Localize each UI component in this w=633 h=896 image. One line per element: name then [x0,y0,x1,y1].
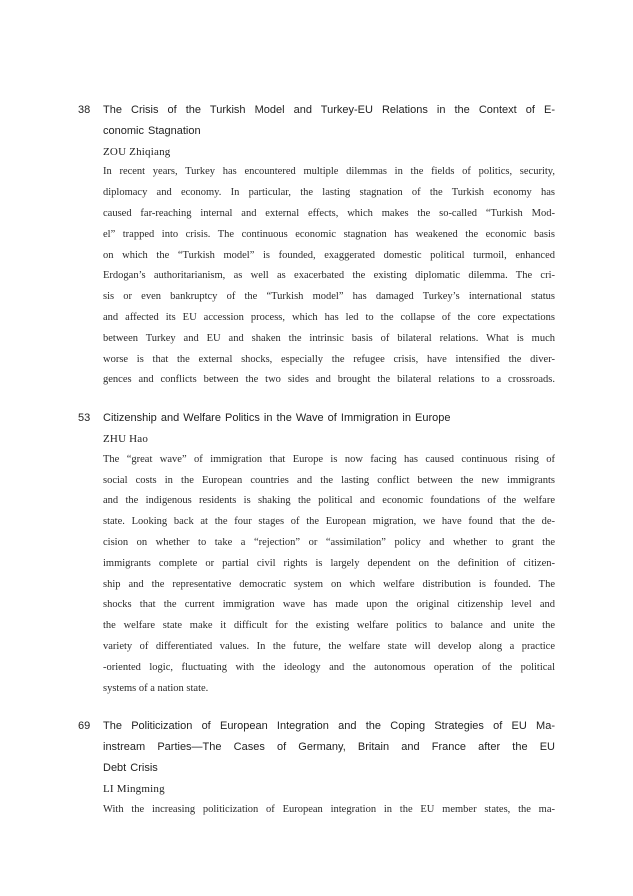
entry-page-number: 38 [78,104,91,116]
entry-page-number: 53 [78,412,91,425]
abstract-line: and the indigenous residents is shaking the political and economic foundations of the welfare [103,495,555,507]
abstract-line: The “great wave” of immigration that Europe is now facing has caused continuous rising of [103,453,555,465]
abstract-line: ship and the representative democratic system on which welfare distribution is founded. The [103,578,555,590]
title-line: The Politicization of European Integration and the Coping Strategies of EU Ma- [103,720,555,733]
abstract-line: Erdogan’s authoritarianism, as well as exacerbated the existing diplomatic dilemma. The cri- [103,270,555,282]
abstract-line: social costs in the European countries and the lasting conflict between the new immigrants [103,474,555,486]
entry-header [78,716,555,778]
entry-abstract [103,800,555,821]
entry-page-number: 69 [78,720,91,733]
abstract-line: state. Looking back at the four stages of the European migration, we have found that the de- [103,516,555,528]
entry-author: ZOU Zhiqiang [103,145,171,158]
entry-author: ZHU Hao [103,432,149,445]
abstract-line: and affected its EU accession process, which has led to the collapse of the core expectations [103,311,555,323]
abstract-line: on which the “Turkish model” is founded, exaggerated domestic political turmoil, enhanced [103,249,555,261]
toc-entry [78,716,555,820]
abstract-line: diplomacy and economy. In particular, the lasting stagnation of the Turkish economy has [103,187,555,199]
abstract-line: variety of differentiated values. In the future, the welfare state will develop along a practice [103,640,555,652]
title-line: Debt Crisis [103,761,158,774]
abstract-line: worse is that the external shocks, especially the refugee crisis, have intensified the diver- [103,353,555,365]
abstract-line: gences and conflicts between the two sides and brought the bilateral relations to a crossroads. [103,374,555,386]
entry-body [103,779,555,821]
entry-author: LI Mingming [103,782,165,795]
entry-abstract [103,162,555,391]
entry-abstract [103,450,555,700]
abstract-line: In recent years, Turkey has encountered multiple dilemmas in the fields of politics, security, [103,166,555,178]
title-line: conomic Stagnation [103,124,201,137]
toc-entry [78,408,555,699]
entry-body [103,429,555,699]
abstracts-list [78,100,555,820]
title-line: The Crisis of the Turkish Model and Turkey-EU Relations in the Context of E- [103,104,555,116]
abstract-line: immigrants complete or partial civil rights is largely dependent on the definition of citizen- [103,557,555,569]
entry-header [78,100,555,142]
abstract-line: el” trapped into crisis. The continuous economic stagnation has weakened the economic basis [103,228,555,240]
entry-header [78,408,555,429]
abstract-line: the welfare state make it difficult for the existing welfare politics to balance and unite the [103,620,555,632]
title-line: Citizenship and Welfare Politics in the Wave of Immigration in Europe [103,412,451,425]
abstract-line: With the increasing politicization of European integration in the EU member states, the ma- [103,803,555,815]
entry-title [103,716,555,778]
entry-title [103,100,555,142]
abstract-line: shocks that the current immigration wave has made upon the original citizenship level and [103,599,555,611]
abstract-line: systems of a nation state. [103,682,209,694]
abstract-line: cision on whether to take a “rejection” or “assimilation” policy and whether to grant the [103,536,555,548]
abstract-line: -oriented logic, fluctuating with the ideology and the autonomous operation of the political [103,661,555,673]
abstract-line: caused far-reaching internal and external effects, which makes the so-called “Turkish Mod- [103,207,555,219]
toc-entry [78,100,555,391]
entry-body [103,142,555,392]
title-line: instream Parties—The Cases of Germany, Britain and France after the EU [103,741,555,754]
abstract-line: between Turkey and EU and shaken the intrinsic basis of bilateral relations. What is much [103,332,555,344]
entry-title [103,408,555,429]
abstract-line: sis or even bankruptcy of the “Turkish model” has damaged Turkey’s international status [103,291,555,303]
